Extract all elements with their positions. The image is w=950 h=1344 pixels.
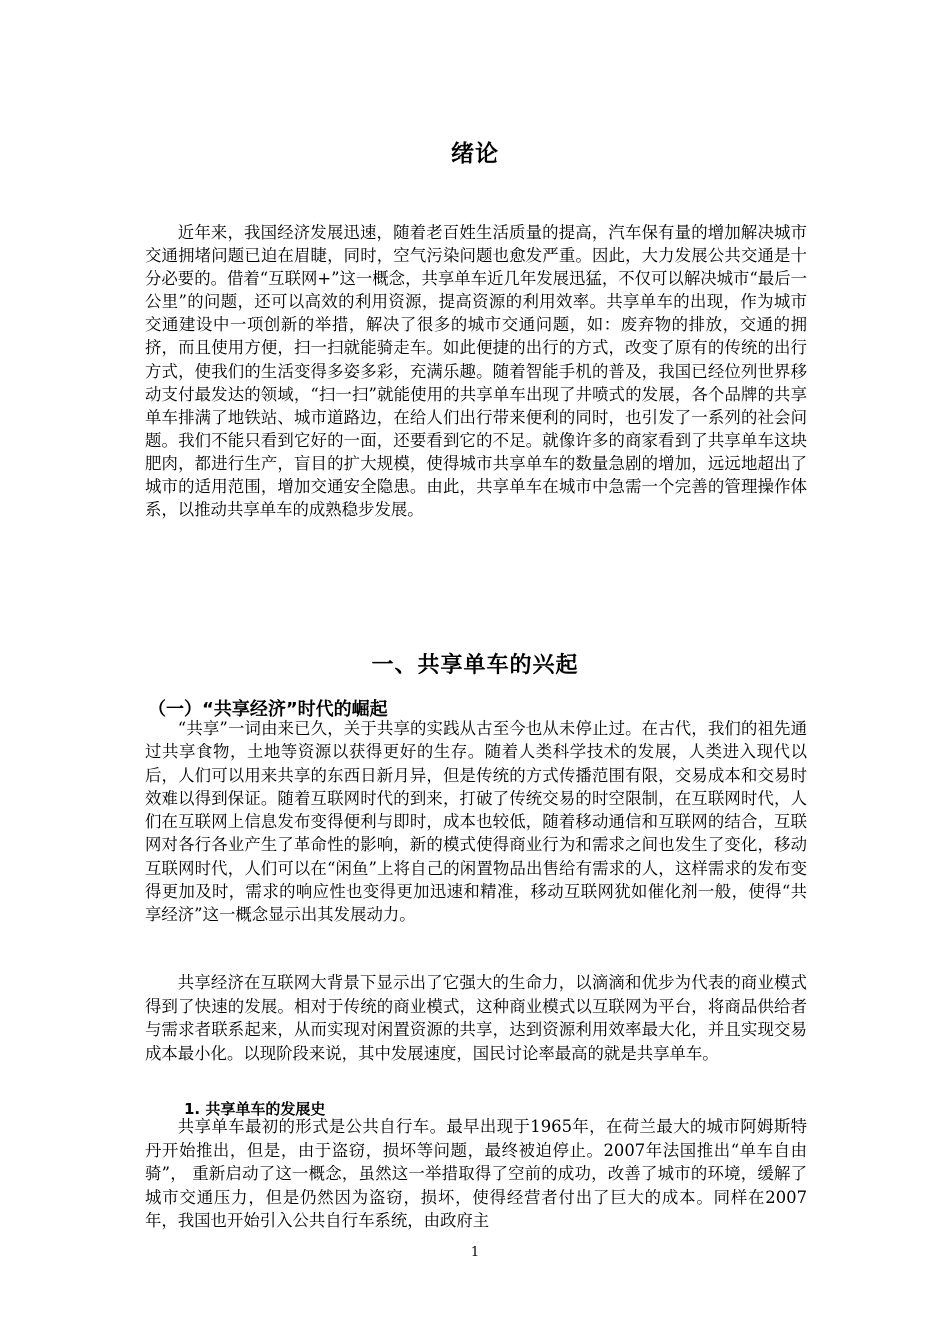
page-title: 绪论 [451, 141, 499, 167]
page-number: 1 [470, 1245, 480, 1260]
subsection-heading: （一）“共享经济”时代的崛起 [148, 699, 388, 720]
intro-paragraph: 近年来，我国经济发展迅速，随着老百姓生活质量的提高，汽车保有量的增加解决城市交通拥堵问题已迫在眉睫，同时，空气污染问题也愈发严重。因此，大力发展公共交通是十分必要的。借着“互联网+”这一概念，共享单车近几年发展迅猛，不仅可以解决城市“最后一公里”的问题，还可以高效的利用资源，提高资源的利用效率。共享单车的出现，作为城市交通建设中一项创新的举措，解决了很多的城市交通问题，如：废弃物的排放，交通的拥挤，而且使用方便，扫一扫就能骑走车。如此便捷的出行的方式，改变了原有的传统的出行方式，使我们的生活变得多姿多彩，充满乐趣。随着智能手机的普及，我国已经位列世界移动支付最发达的领域，“扫一扫”就能使用的共享单车出现了井喷式的发展，各个品牌的共享单车排满了地铁站、城市道路边，在给人们出行带来便利的同时，也引发了一系列的社会问题。我们不能只看到它好的一面，还要看到它的不足。就像许多的商家看到了共享单车这块肥肉，都进行生产，盲目的扩大规模，使得城市共享单车的数量急剧的增加，远远地超出了城市的适用范围，增加交通安全隐患。由此，共享单车在城市中急需一个完善的管理操作体系，以推动共享单车的成熟稳步发展。 [145, 223, 807, 520]
item-heading: 1. 共享单车的发展史 [184, 1100, 326, 1118]
body-paragraph: 共享经济在互联网大背景下显示出了它强大的生命力，以滴滴和优步为代表的商业模式得到了快速的发展。相对于传统的商业模式，这种商业模式以互联网为平台，将商品供给者与需求者联系起来，从而实现对闲置资源的共享，达到资源利用效率最大化，并且实现交易成本最小化。以现阶段来说，其中发展速度，国民讨论率最高的就是共享单车。 [145, 973, 807, 1063]
body-paragraph: “共享”一词由来已久，关于共享的实践从古至今也从未停止过。在古代，我们的祖先通过共享食物，土地等资源以获得更好的生存。随着人类科学技术的发展，人类进入现代以后，人们可以用来共享的东西日新月异，但是传统的方式传播范围有限，交易成本和交易时效难以得到保证。随着互联网时代的到来，打破了传统交易的时空限制，在互联网时代，人们在互联网上信息发布变得便利与即时，成本也较低，随着移动通信和互联网的结合，互联网对各行各业产生了革命性的影响，新的模式使得商业行为和需求之间也发生了变化，移动互联网时代，人们可以在“闲鱼”上将自己的闲置物品出售给有需求的人，这样需求的发布变得更加及时，需求的响应性也变得更加迅速和精准，移动互联网犹如催化剂一般，使得“共享经济”这一概念显示出其发展动力。 [145, 719, 807, 925]
section-heading: 一、共享单车的兴起 [371, 653, 579, 678]
body-paragraph: 共享单车最初的形式是公共自行车。最早出现于1965年，在荷兰最大的城市阿姆斯特丹开始推出，但是，由于盗窃，损坏等问题，最终被迫停止。2007年法国推出“单车自由骑”， 重新启动了这一概念，虽然这一举措取得了空前的成功，改善了城市的环境，缓解了城市交通压力，但是仍然因为盗窃，损坏，使得经营者付出了巨大的成本。同样在2007年，我国也开始引入公共自行车系统，由政府主 [145, 1117, 807, 1230]
